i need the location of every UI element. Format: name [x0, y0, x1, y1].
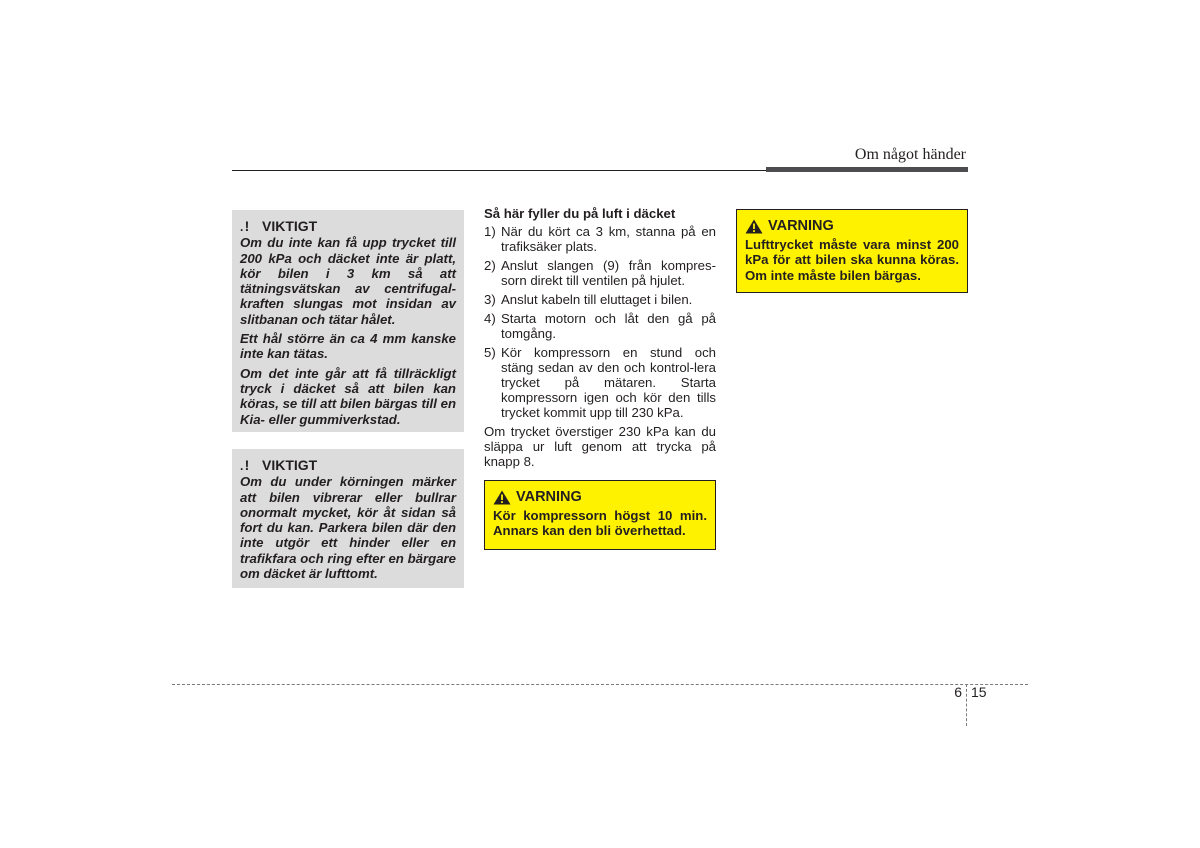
step-text: Starta motorn och låt den gå på tomgång.: [501, 311, 716, 341]
instructions-heading: Så här fyller du på luft i däcket: [484, 206, 676, 221]
step-text: Kör kompressorn en stund och stäng sedan av den och kontrol-lera trycket på mätaren. Starta kompressorn igen och kör den tills trycket kommit upp till 230 kPa.: [501, 345, 716, 420]
exclamation-icon: . !: [240, 218, 249, 235]
warning-text: Kör kompressorn högst 10 min. Annars kan den bli överhettad.: [493, 507, 707, 538]
notice-paragraph: Om du inte kan få upp trycket till 200 kPa och däcket inte är platt, kör bilen i 3 km så att tätningsvätskan av centrifugal-kraften slungas mot insidan av slitbanan och tätar hålet.: [240, 235, 456, 327]
step-text: När du kört ca 3 km, stanna på en trafiksäker plats.: [501, 224, 716, 254]
instructions-closing: Om trycket överstiger 230 kPa kan du släppa ur luft genom att trycka på knapp 8.: [484, 424, 716, 469]
step-number: 3): [484, 292, 496, 307]
varning-box-1: [484, 480, 716, 550]
instruction-step: [484, 345, 716, 420]
page-number: 15: [971, 684, 987, 700]
step-number: 2): [484, 258, 496, 273]
step-number: 4): [484, 311, 496, 326]
warning-title: VARNING: [516, 489, 582, 505]
header-rule: [232, 170, 766, 171]
notice-paragraph: Om du under körningen märker att bilen vibrerar eller bullrar onormalt mycket, kör åt sidan så fort du kan. Parkera bilen där den inte utgör ett hinder eller en trafikfara och ring efter en bärgare om däcket är lufttomt.: [240, 474, 456, 582]
page-header-title: Om något händer: [854, 146, 966, 163]
notice-paragraph: Om det inte går att få tillräckligt tryck i däcket så att bilen kan köras, se till att bilen bärgas till en Kia- eller gummiverkstad.: [240, 365, 456, 427]
notice-header: [240, 458, 456, 473]
warning-header: [745, 219, 959, 235]
step-text: Anslut kabeln till eluttaget i bilen.: [501, 292, 693, 307]
warning-title: VARNING: [768, 218, 834, 234]
viktigt-notice-2: [232, 449, 464, 588]
instruction-step: [484, 224, 716, 254]
step-text: Anslut slangen (9) från kompres-sorn direkt till ventilen på hjulet.: [501, 258, 716, 288]
warning-text: Lufttrycket måste vara minst 200 kPa för att bilen ska kunna köras. Om inte måste bilen bärgas.: [745, 236, 959, 283]
notice-header: [240, 219, 456, 234]
instruction-step: [484, 292, 716, 307]
step-number: 5): [484, 345, 496, 360]
instruction-steps: [484, 224, 716, 420]
header-rule-accent: [766, 167, 968, 172]
warning-triangle-icon: [745, 219, 763, 234]
footer-rule: [172, 684, 1028, 685]
notice-title: VIKTIGT: [262, 457, 318, 473]
inflation-instructions: [484, 206, 716, 469]
warning-header: [493, 490, 707, 506]
footer-divider: [966, 684, 967, 726]
notice-paragraph: Ett hål större än ca 4 mm kanske inte kan tätas.: [240, 331, 456, 362]
notice-title: VIKTIGT: [262, 218, 318, 234]
viktigt-notice-1: [232, 210, 464, 432]
varning-box-2: [736, 209, 968, 293]
chapter-number: 6: [954, 684, 962, 700]
instruction-step: [484, 258, 716, 288]
step-number: 1): [484, 224, 496, 239]
exclamation-icon: . !: [240, 457, 249, 474]
warning-triangle-icon: [493, 490, 511, 505]
instruction-step: [484, 311, 716, 341]
